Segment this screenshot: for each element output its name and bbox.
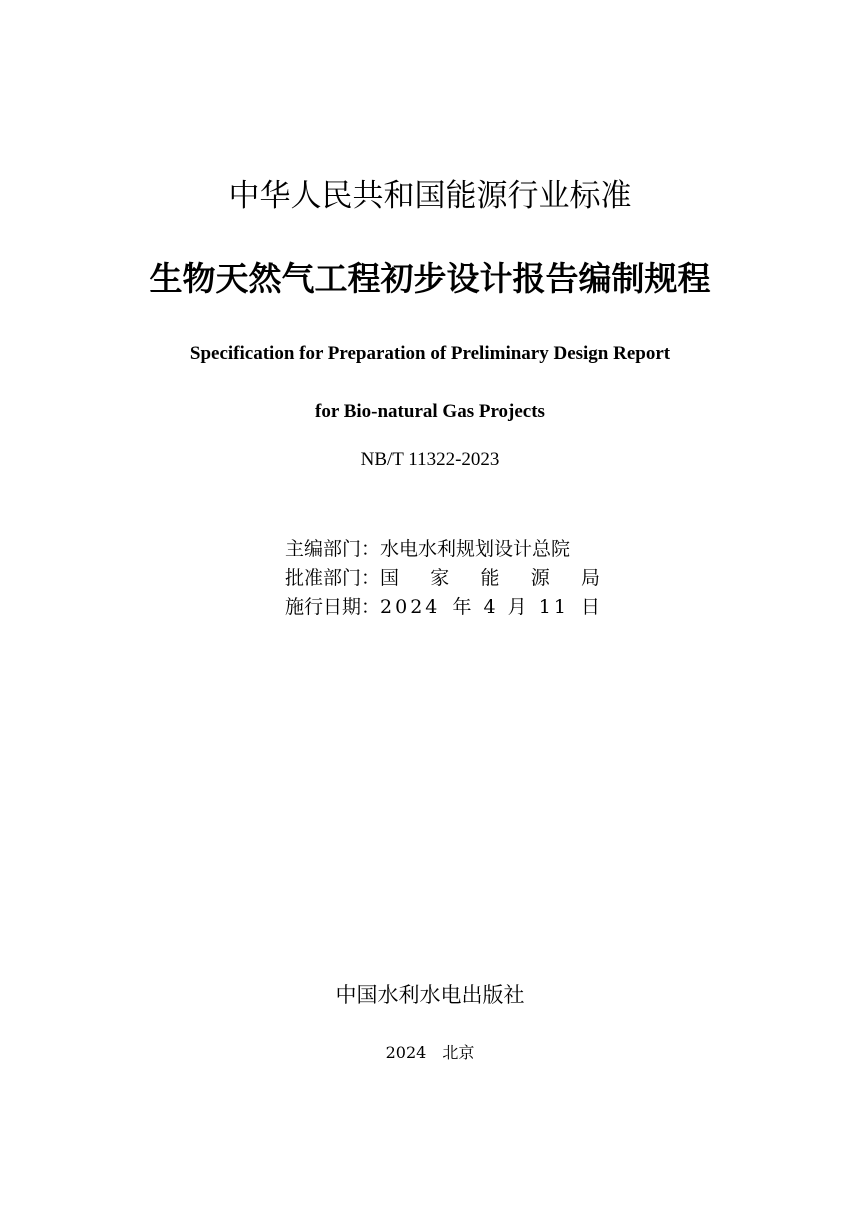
standard-category: 中华人民共和国能源行业标准 [228,178,632,214]
editor-value: 水电水利规划设计总院 [380,538,571,560]
effective-date-row [285,593,600,622]
document-title-en-line1: Specification for Preparation of Preliminary Design Report [189,343,671,364]
date-year-unit: 年 [452,596,472,618]
issuance-info [285,535,600,622]
approver-char: 源 [530,567,550,589]
editor-label: 主编部门： [285,538,381,560]
date-day: 11 [538,596,569,618]
effective-date-label: 施行日期： [285,596,381,618]
effective-date-value [380,593,600,622]
approver-label: 批准部门： [285,567,381,589]
date-day-unit: 日 [581,596,601,618]
approver-row [285,564,600,593]
approver-char: 能 [480,567,500,589]
standard-code: NB/T 11322-2023 [360,449,500,470]
publication-city: 北京 [442,1043,475,1062]
approver-char: 家 [430,567,450,589]
approver-char: 国 [380,567,400,589]
publisher: 中国水利水电出版社 [335,983,525,1007]
approver-value [380,564,600,593]
publication-place [0,1041,860,1065]
date-month-unit: 月 [507,596,527,618]
date-month: 4 [483,596,496,618]
approver-char: 局 [580,567,600,589]
publication-year: 2024 [385,1043,427,1062]
document-title-cn: 生物天然气工程初步设计报告编制规程 [149,259,711,298]
date-year: 2024 [380,596,441,618]
editor-row [285,535,600,564]
document-title-en-line2: for Bio-natural Gas Projects [315,401,545,422]
